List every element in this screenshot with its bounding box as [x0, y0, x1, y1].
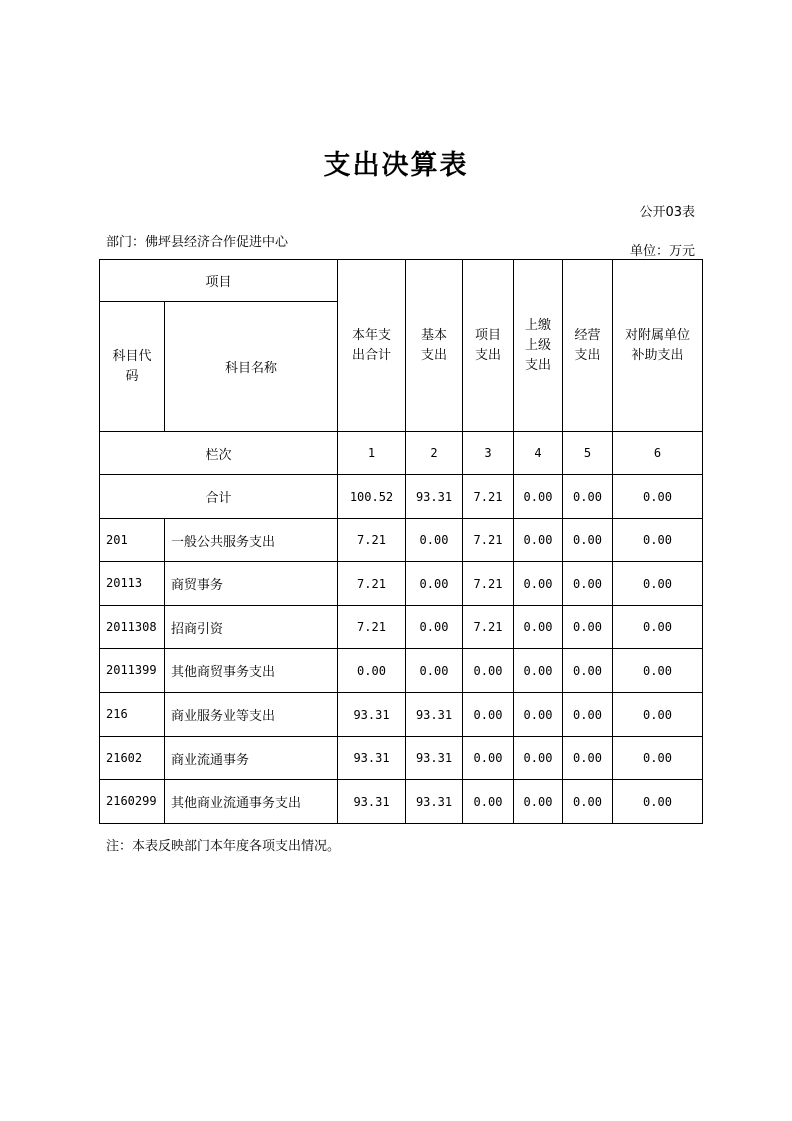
- total-value: 0.00: [613, 475, 703, 519]
- row-code: 201: [100, 519, 165, 562]
- table-row: [100, 649, 703, 693]
- row-value: 0.00: [563, 649, 613, 693]
- row-value: 0.00: [514, 780, 563, 824]
- row-value: 0.00: [406, 606, 463, 649]
- row-code: 20113: [100, 562, 165, 606]
- header-col4-text: 上缴上级支出: [524, 317, 551, 373]
- row-value: 0.00: [613, 606, 703, 649]
- column-index-label: 栏次: [100, 432, 338, 475]
- row-name: 商业流通事务: [165, 737, 338, 780]
- row-value: 0.00: [613, 649, 703, 693]
- row-value: 0.00: [613, 519, 703, 562]
- row-value: 0.00: [613, 780, 703, 824]
- total-value: 0.00: [514, 475, 563, 519]
- row-value: 93.31: [338, 693, 406, 737]
- row-value: 7.21: [463, 519, 514, 562]
- table-row: [100, 562, 703, 606]
- header-subject-name: 科目名称: [165, 302, 338, 432]
- row-value: 7.21: [463, 606, 514, 649]
- column-index: 3: [463, 432, 514, 475]
- total-label: 合计: [100, 475, 338, 519]
- form-number: 公开03表: [639, 205, 695, 220]
- total-value: 93.31: [406, 475, 463, 519]
- row-value: 7.21: [338, 519, 406, 562]
- row-code: 2160299: [100, 780, 165, 824]
- row-value: 0.00: [514, 649, 563, 693]
- table-row: [100, 519, 703, 562]
- row-value: 0.00: [563, 693, 613, 737]
- row-value: 0.00: [338, 649, 406, 693]
- row-value: 0.00: [563, 519, 613, 562]
- header-col2: [406, 260, 463, 432]
- row-value: 0.00: [613, 562, 703, 606]
- row-value: 0.00: [463, 737, 514, 780]
- header-col5: [563, 260, 613, 432]
- unit-label: 单位：万元: [629, 244, 695, 259]
- row-value: 0.00: [563, 562, 613, 606]
- column-index: 6: [613, 432, 703, 475]
- row-value: 0.00: [514, 693, 563, 737]
- department-label: 部门：佛坪县经济合作促进中心: [106, 235, 289, 250]
- row-value: 0.00: [563, 780, 613, 824]
- row-value: 93.31: [338, 780, 406, 824]
- row-name: 招商引资: [165, 606, 338, 649]
- expenditure-table: [99, 259, 703, 824]
- header-col3-text: 项目支出: [474, 327, 501, 363]
- header-project: 项目: [100, 260, 338, 302]
- row-value: 0.00: [514, 737, 563, 780]
- footnote: 注：本表反映部门本年度各项支出情况。: [106, 839, 341, 854]
- row-value: 0.00: [514, 606, 563, 649]
- header-col4: [514, 260, 563, 432]
- header-col5-text: 经营支出: [574, 327, 601, 363]
- header-col1-text: 本年支出合计: [351, 327, 391, 363]
- table-row: [100, 737, 703, 780]
- row-value: 93.31: [406, 693, 463, 737]
- total-value: 100.52: [338, 475, 406, 519]
- row-value: 93.31: [338, 737, 406, 780]
- row-value: 7.21: [338, 606, 406, 649]
- row-value: 0.00: [406, 562, 463, 606]
- header-col2-text: 基本支出: [420, 327, 447, 363]
- table-row: [100, 780, 703, 824]
- row-value: 93.31: [406, 780, 463, 824]
- row-value: 93.31: [406, 737, 463, 780]
- row-value: 0.00: [563, 606, 613, 649]
- header-subject-code-text: 科目代码: [112, 348, 152, 384]
- row-value: 0.00: [463, 693, 514, 737]
- table-row: [100, 606, 703, 649]
- row-code: 2011399: [100, 649, 165, 693]
- header-col6: [613, 260, 703, 432]
- row-value: 0.00: [463, 780, 514, 824]
- row-value: 0.00: [406, 519, 463, 562]
- row-name: 其他商业流通事务支出: [165, 780, 338, 824]
- row-code: 216: [100, 693, 165, 737]
- row-value: 0.00: [563, 737, 613, 780]
- row-value: 7.21: [463, 562, 514, 606]
- row-code: 21602: [100, 737, 165, 780]
- row-code: 2011308: [100, 606, 165, 649]
- header-col6-text: 对附属单位补助支出: [624, 327, 690, 363]
- column-index: 2: [406, 432, 463, 475]
- row-value: 7.21: [338, 562, 406, 606]
- total-row: [100, 475, 703, 519]
- page-title: 支出决算表: [323, 150, 469, 181]
- row-name: 商贸事务: [165, 562, 338, 606]
- header-col3: [463, 260, 514, 432]
- header-subject-code: [100, 302, 165, 432]
- column-index: 4: [514, 432, 563, 475]
- row-value: 0.00: [613, 737, 703, 780]
- column-index: 1: [338, 432, 406, 475]
- row-value: 0.00: [514, 562, 563, 606]
- row-name: 其他商贸事务支出: [165, 649, 338, 693]
- column-index: 5: [563, 432, 613, 475]
- total-value: 0.00: [563, 475, 613, 519]
- row-name: 商业服务业等支出: [165, 693, 338, 737]
- row-value: 0.00: [514, 519, 563, 562]
- row-value: 0.00: [463, 649, 514, 693]
- row-value: 0.00: [613, 693, 703, 737]
- row-name: 一般公共服务支出: [165, 519, 338, 562]
- header-col1: [338, 260, 406, 432]
- total-value: 7.21: [463, 475, 514, 519]
- table-row: [100, 693, 703, 737]
- row-value: 0.00: [406, 649, 463, 693]
